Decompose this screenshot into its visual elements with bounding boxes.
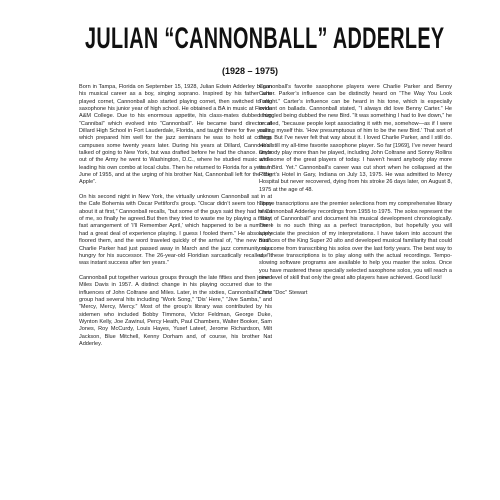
paragraph: Cannonball put together various groups through the late fifties and then joined Miles Davis in 1957. A distinct change in his playing occurred due to the influences of John Coltrane and Miles. Later, in the sixties, Cannonball’s new group had several hits including “Work Song,” “Dis’ Here,” “Jive Samba,” and “Mercy, Mercy, Mercy.” Most of the group’s library was contributed by his sidemen who included Bobby Timmons, Victor Feldman, George Duke, Wynton Kelly, Joe Zawinul, Percy Heath, Paul Chambers, Walter Booker, Sam Jones, Roy McCurdy, Louis Hayes, Yusef Lateef, Jerome Richardson, Milt Jackson, Blue Mitchell, Kenny Dorham and, of course, his brother Nat Adderley.	[79, 274, 272, 347]
page-title: JULIAN “CANNONBALL” ADDERLEY	[85, 22, 445, 55]
paragraph: These transcriptions are the premier selections from my comprehensive library of Cannonball Adderley recordings from 1955 to 1975. The solos represent the “Best of Cannonball” and document his musical development chronologically. There is no such thing as a perfect transcription, but hopefully you will appreciate the precision of my interpretations. I have taken into account the nuances of the King Super 20 alto and developed musical familiarity that could only come from transcribing his solos over the last forty years. The best way to use these transcriptions is to play along with the actual recordings. Tempo-slowing software programs are available to help you master the solos. Once you have mastered these specially selected saxophone solos, you will reach a new level of skill that only the great alto players have achieved. Good luck!	[259, 201, 452, 281]
paragraph: On his second night in New York, the virtually unknown Cannonball sat in at the Cafe Bohemia with Oscar Pettiford’s group. “Oscar didn’t seem too happy about it at first,” Cannonball recalls, “but some of the guys said they had heard of me, so finally he agreed.But then they tried to waste me by playing a tricky, fast arrangement of ‘I’ll Remember April,’ which happened to be a number I had a great deal of experience playing. I guess I fooled them.” He absolutely floored them, and the word traveled quickly of the arrival of, “the new Bird”. Charlie Parker had just passed away in March and the jazz community was hungry for his successor. The 26-year-old Floridian sarcastically recalled, “It was instant success after ten years.”	[79, 194, 272, 267]
right-column	[259, 84, 452, 304]
left-column	[79, 84, 272, 356]
life-dates: (1928 – 1975)	[221, 66, 279, 76]
paragraph: Cannonball’s favorite saxophone players were Charlie Parker and Benny Carter. Parker’s influence can be distinctly heard on “The Way You Look Tonight.” Carter’s influence can be heard in his tone, which is especially evident on ballads. Cannonball stated, “I always did love Benny Carter.” He struggled being dubbed the new Bird. “It was something I had to live down,” he recalled, “because people kept associating it with me, somehow—as if I were calling myself this. ‘How presumptuous of him to be the new Bird.’ That sort of thing. But I’ve never felt that way about it. I loved Charlie Parker, and I still do. He’s still my all-time favorite saxophone player. So far [1969], I’ve never heard anybody play more than he played, including John Coltrane and Sonny Rollins and some of the great players of today. I haven’t heard anybody play more than Bird. Yet.” Cannonball’s career was cut short when he collapsed at the Robert’s Hotel in Gary, Indiana on July 13, 1975. He was admitted to Mercy Hospital but never recovered, dying from his stroke 26 days later, on August 8, 1975 at the age of 48.	[259, 84, 452, 193]
author-signature: Chris “Doc” Stewart	[259, 289, 308, 296]
paragraph: Born in Tampa, Florida on September 15, 1928, Julian Edwin Adderley began his musical career as a boy, singing soprano. Inspired by his father who played cornet, Cannonball also started playing cornet, then switched to alto saxophone his junior year of high school. He obtained a BA in music at Florida A&M College. Due to his enormous appetite, his class-mates dubbed him “Cannibal” which evolved into “Cannonball”. He became band director at Dillard High School in Fort Lauderdale, Florida, and taught there for five years, which prepared him well for the jazz seminars he was to hold at college campuses some twenty years later. During his years at Dillard, Cannonball talked of going to New York, but was drafted before he had the chance. Once out of the Army he went to Washington, D.C., where he studied music while leading his own combo at local clubs. Then he returned to Florida for a year. In June of 1955, and at the urging of his brother Nat, Cannonball left for the “Big Apple”.	[79, 84, 272, 186]
